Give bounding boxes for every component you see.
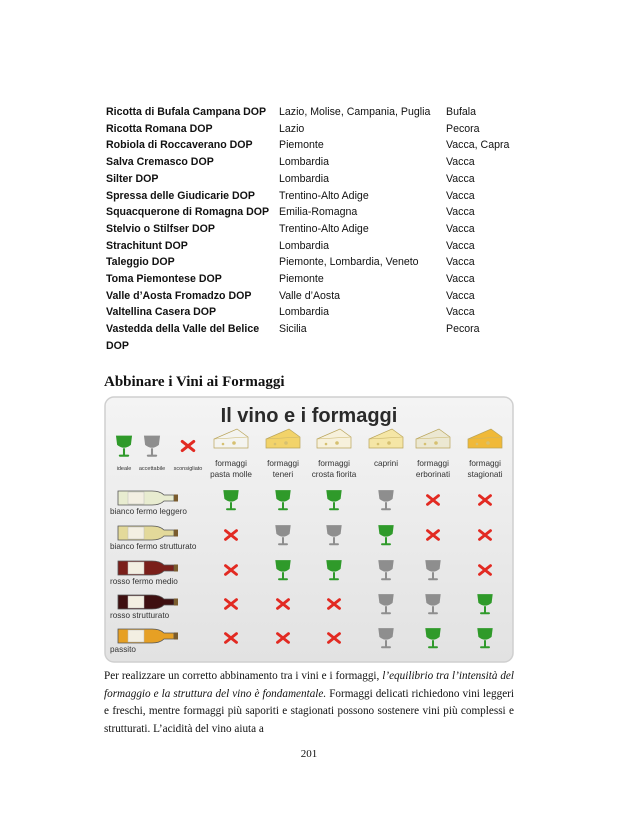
cheese-milk: Vacca bbox=[446, 222, 475, 235]
cheese-milk: Vacca bbox=[446, 306, 475, 319]
cheese-name: Stelvio o Stilfser DOP bbox=[106, 222, 215, 235]
cheese-region: Piemonte bbox=[279, 273, 324, 286]
body-paragraph bbox=[104, 668, 514, 738]
table-row bbox=[106, 154, 526, 171]
cheese-name: Strachitunt DOP bbox=[106, 239, 188, 252]
table-row bbox=[106, 238, 526, 255]
cheese-name: Squacquerone di Romagna DOP bbox=[106, 206, 270, 219]
table-row bbox=[106, 254, 526, 271]
cheese-milk: Bufala bbox=[446, 106, 477, 118]
cheese-name: Salva Cremasco DOP bbox=[106, 156, 214, 169]
legend-label: accettabile bbox=[138, 466, 166, 472]
cheese-name: Ricotta di Bufala Campana DOP bbox=[106, 106, 267, 118]
dop-cheese-table bbox=[106, 104, 526, 355]
cheese-sublabel: pasta molle bbox=[210, 470, 252, 479]
cheese-region: Sicilia bbox=[279, 323, 307, 336]
cheese-milk: Vacca bbox=[446, 289, 475, 302]
cheese-name: Toma Piemontese DOP bbox=[106, 273, 222, 286]
cheese-region: Valle d’Aosta bbox=[279, 289, 341, 302]
cheese-milk: Vacca bbox=[446, 256, 475, 269]
cheese-region: Piemonte, Lombardia, Veneto bbox=[279, 256, 419, 269]
cheese-region: Lombardia bbox=[279, 306, 330, 319]
paragraph-continuation: Formaggi delicati richiedono vini leggeri e freschi, mentre formaggi più saporiti e stagionati possono sostenere vini più complessi e strutturati. L’acidità del vino aiuta a bbox=[104, 687, 514, 735]
cheese-milk: Vacca bbox=[446, 172, 475, 185]
page-number: 201 bbox=[300, 748, 318, 760]
wine-cheese-pairing-infographic bbox=[104, 396, 514, 663]
cheese-name: Taleggio DOP bbox=[106, 256, 175, 269]
infographic-title: Il vino e i formaggi bbox=[220, 405, 398, 427]
cheese-name: Spressa delle Giudicarie DOP bbox=[106, 189, 255, 202]
table-row bbox=[106, 271, 526, 288]
cheese-region: Emilia-Romagna bbox=[279, 206, 358, 219]
cheese-name: Silter DOP bbox=[106, 172, 159, 185]
cheese-milk: Vacca bbox=[446, 239, 475, 252]
wine-label: passito bbox=[110, 645, 136, 654]
wine-label: rosso fermo medio bbox=[110, 577, 178, 586]
cheese-region: Piemonte bbox=[279, 139, 324, 152]
wine-label: bianco fermo leggero bbox=[110, 507, 187, 516]
cheese-region: Lombardia bbox=[279, 172, 330, 185]
cheese-sublabel: erborinati bbox=[415, 470, 451, 479]
table-row bbox=[106, 221, 526, 238]
table-row bbox=[106, 137, 526, 154]
legend-label: sconsigliato bbox=[173, 466, 203, 472]
table-row bbox=[106, 321, 526, 354]
cheese-name: Robiola di Roccaverano DOP bbox=[106, 139, 253, 152]
cheese-region: Trentino-Alto Adige bbox=[279, 222, 369, 235]
table-row bbox=[106, 188, 526, 205]
cheese-label: formaggi bbox=[417, 459, 449, 468]
paragraph-emphasis: l’equilibrio tra l’intensità del formaggio e la struttura del vino è fondamentale. bbox=[104, 670, 514, 700]
table-row bbox=[106, 121, 526, 138]
cheese-milk: Vacca bbox=[446, 156, 475, 169]
table-row bbox=[106, 204, 526, 221]
table-row bbox=[106, 288, 526, 305]
cheese-label: formaggi bbox=[318, 459, 350, 468]
cheese-region: Lombardia bbox=[279, 239, 330, 252]
cheese-name: Valle d’Aosta Fromadzo DOP bbox=[106, 289, 252, 302]
infographic-panel bbox=[105, 397, 513, 662]
cheese-label: formaggi bbox=[267, 459, 299, 468]
cheese-name: Ricotta Romana DOP bbox=[106, 122, 213, 135]
cheese-milk: Pecora bbox=[446, 122, 480, 135]
cheese-milk: Vacca bbox=[446, 189, 475, 202]
cheese-milk: Vacca bbox=[446, 273, 475, 286]
cheese-name: Valtellina Casera DOP bbox=[106, 306, 217, 319]
cheese-region: Lombardia bbox=[279, 156, 330, 169]
cheese-sublabel: stagionati bbox=[467, 470, 503, 479]
cheese-table-body bbox=[106, 104, 526, 355]
cheese-milk: Vacca, Capra bbox=[446, 139, 510, 152]
section-title: Abbinare i Vini ai Formaggi bbox=[104, 374, 285, 390]
table-row bbox=[106, 304, 526, 321]
cheese-sublabel: teneri bbox=[272, 470, 294, 479]
cheese-label: caprini bbox=[373, 459, 399, 468]
cheese-region: Lazio, Molise, Campania, Puglia bbox=[279, 106, 431, 118]
wine-label: bianco fermo strutturato bbox=[110, 542, 197, 551]
cheese-label: formaggi bbox=[215, 459, 247, 468]
wine-label: rosso strutturato bbox=[110, 611, 170, 620]
legend-label: ideale bbox=[116, 466, 132, 472]
cheese-sublabel: crosta fiorita bbox=[311, 470, 357, 479]
cheese-region: Trentino-Alto Adige bbox=[279, 189, 369, 202]
cheese-name: Vastedda della Valle del Belice DOP bbox=[106, 323, 260, 352]
cheese-region: Lazio bbox=[279, 122, 305, 135]
table-row bbox=[106, 104, 526, 121]
cheese-label: formaggi bbox=[469, 459, 501, 468]
table-row bbox=[106, 171, 526, 188]
cheese-milk: Vacca bbox=[446, 206, 475, 219]
cheese-milk: Pecora bbox=[446, 323, 480, 336]
pairing-chart bbox=[104, 396, 514, 663]
paragraph-intro: Per realizzare un corretto abbinamento tra i vini e i formaggi, bbox=[104, 670, 383, 682]
